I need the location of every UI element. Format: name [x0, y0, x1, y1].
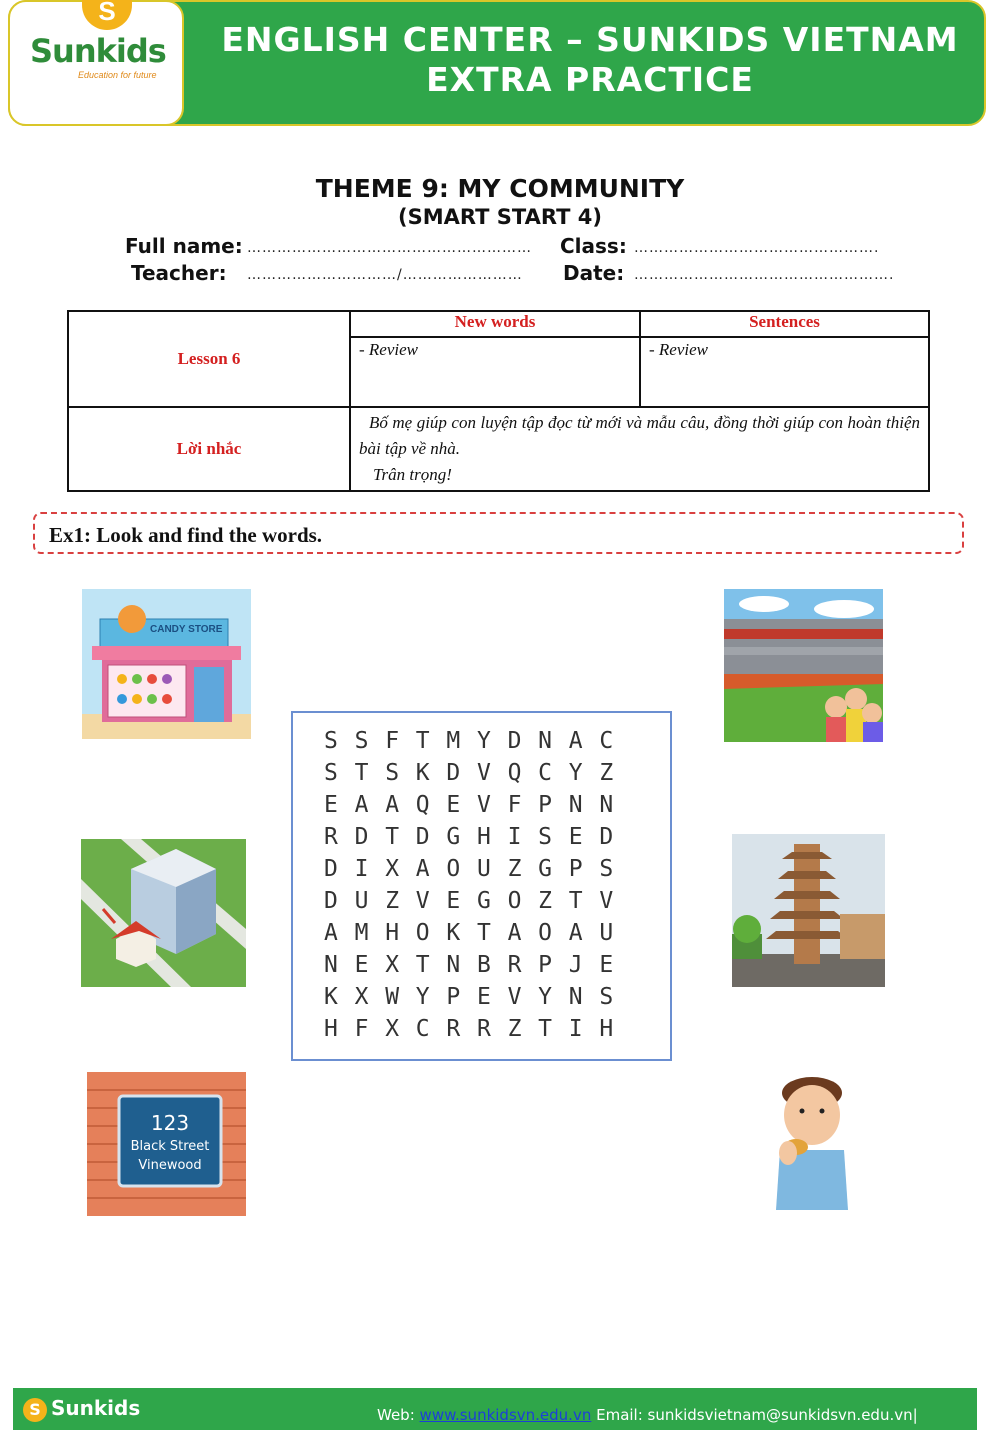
grid-letter[interactable]: V: [476, 760, 491, 786]
grid-letter[interactable]: H: [476, 824, 491, 850]
date-label: Date:: [563, 261, 625, 285]
grid-letter[interactable]: E: [599, 952, 614, 978]
grid-letter[interactable]: X: [385, 952, 400, 978]
grid-letter[interactable]: N: [599, 792, 614, 818]
grid-letter[interactable]: A: [354, 792, 369, 818]
teacher-label: Teacher:: [131, 261, 227, 285]
grid-letter[interactable]: C: [599, 728, 614, 754]
banner-title-line2: EXTRA PRACTICE: [426, 60, 754, 99]
candy-store-sign: CANDY STORE: [150, 624, 223, 635]
footer-bar: [13, 1388, 977, 1430]
grid-letter[interactable]: G: [476, 888, 491, 914]
grid-letter[interactable]: O: [415, 920, 430, 946]
grid-letter[interactable]: P: [538, 792, 553, 818]
grid-letter[interactable]: F: [507, 792, 522, 818]
grid-letter[interactable]: R: [476, 1016, 491, 1042]
reminder-text: Bố mẹ giúp con luyện tập đọc từ mới và mẫu câu, đồng thời giúp con hoàn thiện bài tập về nhà.: [359, 413, 920, 458]
exercise-title: Ex1: Look and find the words.: [49, 523, 323, 547]
grid-letter[interactable]: O: [538, 920, 553, 946]
grid-letter[interactable]: P: [538, 952, 553, 978]
address-line1: Black Street: [130, 1139, 210, 1154]
theme-subtitle: (SMART START 4): [398, 205, 602, 229]
grid-letter[interactable]: N: [568, 792, 583, 818]
banner-title-line1: ENGLISH CENTER – SUNKIDS VIETNAM: [221, 20, 959, 59]
grid-letter[interactable]: A: [415, 856, 430, 882]
theme-title: THEME 9: MY COMMUNITY: [315, 174, 685, 203]
reminder-cell: [350, 407, 929, 491]
grid-letter[interactable]: C: [415, 1016, 430, 1042]
grid-letter[interactable]: N: [324, 952, 338, 978]
lesson-label: Lesson 6: [68, 311, 350, 407]
grid-letter[interactable]: D: [599, 824, 614, 850]
sun-icon: S: [82, 0, 132, 30]
logo-tagline: Education for future: [78, 70, 157, 80]
grid-letter[interactable]: Z: [599, 760, 614, 786]
reminder-sign: Trân trọng!: [373, 465, 452, 484]
website-link[interactable]: www.sunkidsvn.edu.vn: [419, 1406, 592, 1424]
reminder-label: Lời nhắc: [68, 407, 350, 491]
sunkids-logo: [8, 0, 184, 126]
full-name-label: Full name:: [125, 234, 243, 258]
grid-letter[interactable]: Q: [415, 792, 430, 818]
grid-letter[interactable]: Y: [415, 984, 430, 1010]
grid-letter[interactable]: W: [385, 984, 400, 1010]
pagoda-picture: [732, 834, 885, 987]
grid-letter[interactable]: X: [385, 1016, 400, 1042]
grid-letter[interactable]: X: [385, 856, 400, 882]
grid-letter[interactable]: S: [324, 728, 338, 754]
grid-letter[interactable]: O: [446, 856, 461, 882]
grid-letter[interactable]: I: [507, 824, 522, 850]
class-field[interactable]: ………………………………………….: [634, 240, 880, 256]
office-building-picture: [81, 839, 246, 987]
grid-letter[interactable]: K: [415, 760, 430, 786]
exercise-box: [33, 512, 964, 554]
grid-letter[interactable]: T: [385, 824, 400, 850]
grid-letter[interactable]: T: [568, 888, 583, 914]
grid-letter[interactable]: T: [415, 952, 430, 978]
grid-letter[interactable]: E: [324, 792, 338, 818]
grid-letter[interactable]: F: [385, 728, 400, 754]
grid-letter[interactable]: Y: [568, 760, 583, 786]
grid-letter[interactable]: P: [568, 856, 583, 882]
class-label: Class:: [560, 234, 627, 258]
grid-letter[interactable]: E: [568, 824, 583, 850]
full-name-field[interactable]: …………………………………………………: [247, 240, 532, 256]
grid-letter[interactable]: H: [385, 920, 400, 946]
boy-eating-picture: [760, 1075, 855, 1210]
grid-letter[interactable]: Z: [507, 1016, 522, 1042]
grid-letter[interactable]: B: [476, 952, 491, 978]
grid-letter[interactable]: H: [324, 1016, 338, 1042]
grid-letter[interactable]: U: [476, 856, 491, 882]
stadium-picture: [724, 589, 883, 742]
candy-store-picture: [82, 589, 251, 739]
grid-letter[interactable]: K: [324, 984, 338, 1010]
grid-letter[interactable]: A: [568, 728, 583, 754]
grid-letter[interactable]: T: [354, 760, 369, 786]
grid-letter[interactable]: N: [568, 984, 583, 1010]
sentences-header: Sentences: [640, 311, 929, 337]
grid-letter[interactable]: A: [324, 920, 338, 946]
word-search-box: [291, 711, 672, 1061]
grid-letter[interactable]: E: [446, 792, 461, 818]
new-words-header: New words: [350, 311, 640, 337]
grid-letter[interactable]: V: [476, 792, 491, 818]
date-field[interactable]: …………………………………………….: [634, 267, 895, 283]
grid-letter[interactable]: Y: [476, 728, 491, 754]
footer-contact: [377, 1406, 918, 1424]
grid-letter[interactable]: D: [507, 728, 522, 754]
grid-letter[interactable]: D: [415, 824, 430, 850]
grid-letter[interactable]: Z: [507, 856, 522, 882]
grid-letter[interactable]: G: [538, 856, 553, 882]
grid-letter[interactable]: T: [538, 1016, 553, 1042]
grid-letter[interactable]: M: [446, 728, 461, 754]
grid-letter[interactable]: S: [385, 760, 400, 786]
grid-letter[interactable]: Z: [538, 888, 553, 914]
word-search-grid: [324, 725, 630, 1045]
banner-title: [200, 20, 980, 100]
grid-letter[interactable]: V: [415, 888, 430, 914]
grid-letter[interactable]: Z: [385, 888, 400, 914]
grid-letter[interactable]: V: [507, 984, 522, 1010]
grid-letter[interactable]: A: [568, 920, 583, 946]
grid-letter[interactable]: A: [385, 792, 400, 818]
address-sign-picture: [87, 1072, 246, 1216]
grid-letter[interactable]: D: [354, 824, 369, 850]
grid-letter[interactable]: J: [568, 952, 583, 978]
grid-letter[interactable]: X: [354, 984, 369, 1010]
lesson-table: [67, 310, 930, 492]
grid-letter[interactable]: N: [538, 728, 553, 754]
grid-letter[interactable]: N: [446, 952, 461, 978]
grid-letter[interactable]: T: [415, 728, 430, 754]
grid-letter[interactable]: E: [476, 984, 491, 1010]
grid-letter[interactable]: E: [446, 888, 461, 914]
grid-letter[interactable]: E: [354, 952, 369, 978]
grid-letter[interactable]: R: [507, 952, 522, 978]
grid-letter[interactable]: T: [476, 920, 491, 946]
grid-letter[interactable]: D: [324, 856, 338, 882]
logo-text: Sunkids: [30, 32, 166, 70]
grid-letter[interactable]: R: [446, 1016, 461, 1042]
grid-letter[interactable]: V: [599, 888, 614, 914]
sentences-value: - Review: [640, 337, 929, 407]
grid-letter[interactable]: D: [324, 888, 338, 914]
grid-letter[interactable]: Q: [507, 760, 522, 786]
address-line2: Vinewood: [138, 1158, 202, 1173]
grid-letter[interactable]: P: [446, 984, 461, 1010]
grid-letter[interactable]: K: [446, 920, 461, 946]
footer-sun-icon: S: [23, 1398, 47, 1422]
grid-letter[interactable]: I: [568, 1016, 583, 1042]
address-number: 123: [150, 1111, 190, 1135]
teacher-field[interactable]: …………………………/……………………: [247, 267, 523, 283]
grid-letter[interactable]: Y: [538, 984, 553, 1010]
grid-letter[interactable]: S: [538, 824, 553, 850]
grid-letter[interactable]: U: [354, 888, 369, 914]
new-words-value: - Review: [350, 337, 640, 407]
grid-letter[interactable]: I: [354, 856, 369, 882]
footer-logo: [23, 1396, 140, 1422]
grid-letter[interactable]: H: [599, 1016, 614, 1042]
grid-letter[interactable]: S: [324, 760, 338, 786]
footer-logo-text: Sunkids: [51, 1396, 141, 1420]
grid-letter[interactable]: A: [507, 920, 522, 946]
email-text: Email: sunkidsvietnam@sunkidsvn.edu.vn|: [596, 1406, 918, 1424]
grid-letter[interactable]: F: [354, 1016, 369, 1042]
grid-letter[interactable]: S: [599, 856, 614, 882]
grid-letter[interactable]: D: [446, 760, 461, 786]
grid-letter[interactable]: S: [599, 984, 614, 1010]
grid-letter[interactable]: U: [599, 920, 614, 946]
grid-letter[interactable]: S: [354, 728, 369, 754]
grid-letter[interactable]: C: [538, 760, 553, 786]
grid-letter[interactable]: R: [324, 824, 338, 850]
grid-letter[interactable]: G: [446, 824, 461, 850]
web-label: Web:: [377, 1406, 415, 1424]
grid-letter[interactable]: O: [507, 888, 522, 914]
grid-letter[interactable]: M: [354, 920, 369, 946]
